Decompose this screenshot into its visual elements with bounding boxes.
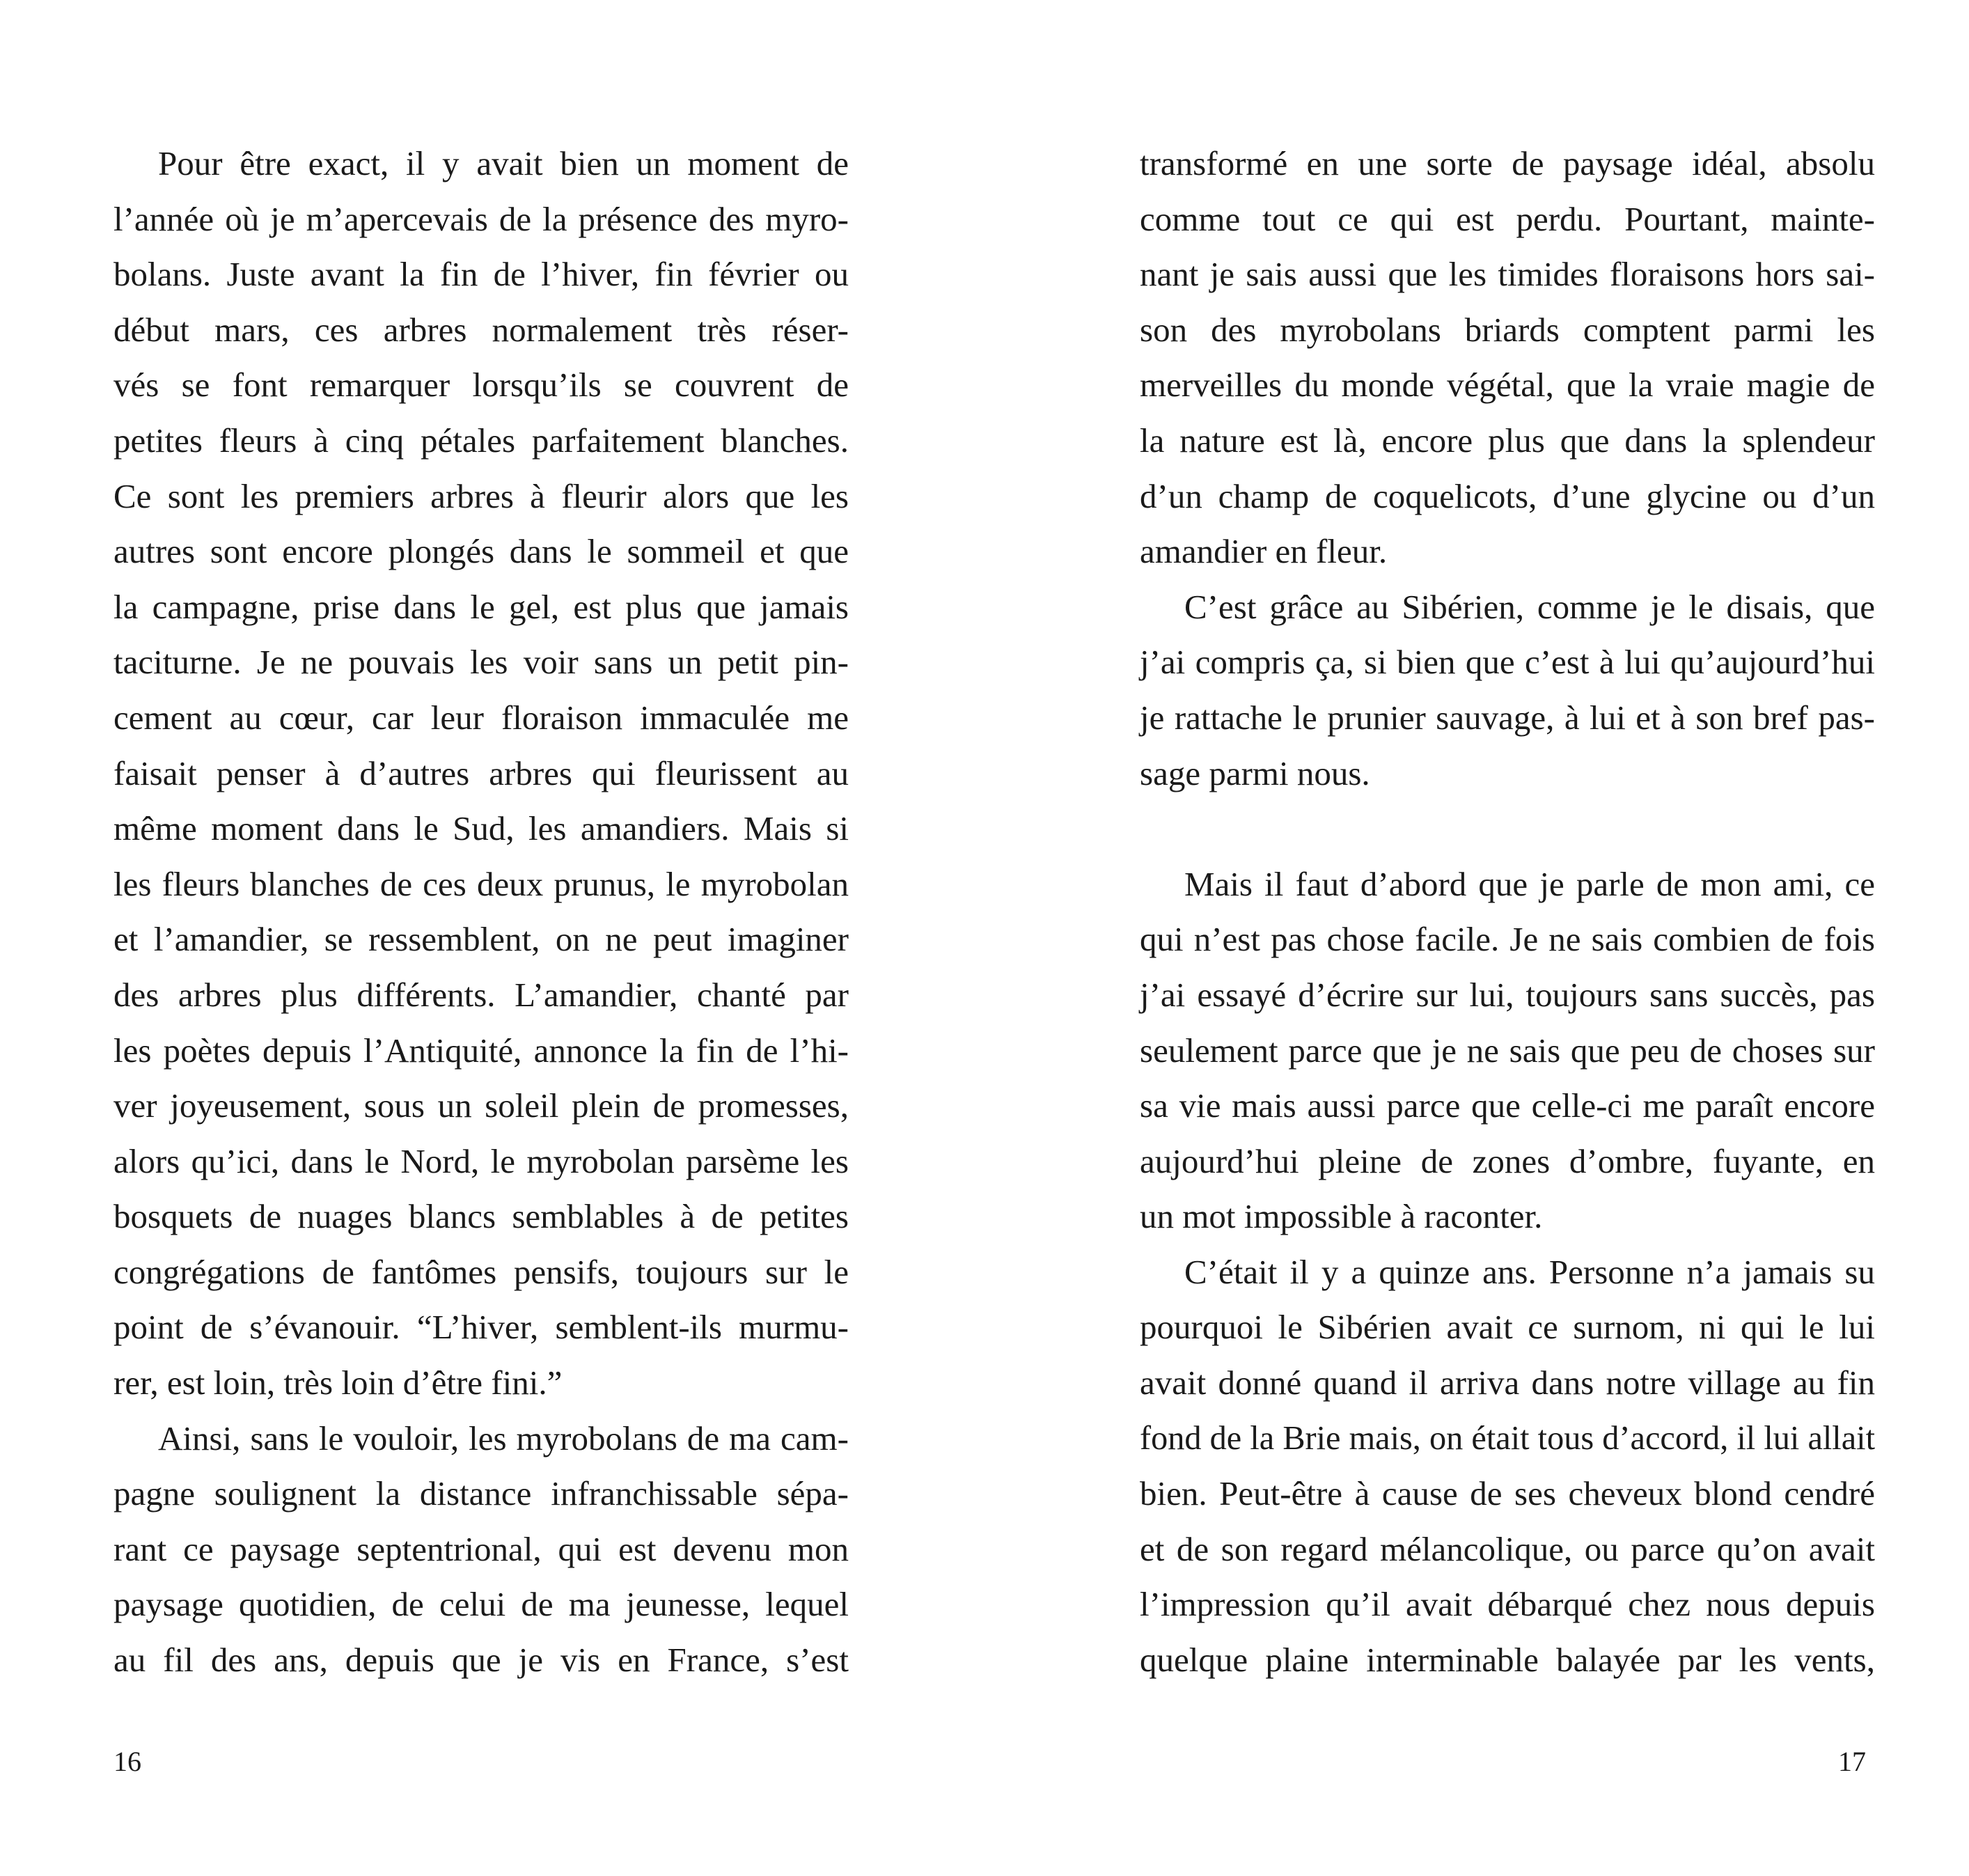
text-line: d’un champ de coquelicots, d’une glycine ou d’un: [1140, 476, 1875, 515]
text-line: pagne soulignent la distance infranchissable sépa-: [113, 1474, 849, 1513]
text-line: sage parmi nous.: [1140, 753, 1370, 792]
text-line: Pour être exact, il y avait bien un moment de: [158, 144, 849, 182]
text-line: aujourd’hui pleine de zones d’ombre, fuyante, en: [1140, 1141, 1875, 1180]
left-page-text: [113, 136, 849, 1688]
text-line: un mot impossible à raconter.: [1140, 1197, 1543, 1236]
text-line: au fil des ans, depuis que je vis en France, s’est: [113, 1641, 849, 1680]
text-line: point de s’évanouir. “L’hiver, semblent-ils murmu-: [113, 1308, 849, 1347]
text-line: la campagne, prise dans le gel, est plus que jamais: [113, 587, 849, 626]
text-line: fond de la Brie mais, on était tous d’accord, il lui allait: [1140, 1419, 1875, 1457]
text-line: bosquets de nuages blancs semblables à de petites: [113, 1197, 849, 1236]
text-line: autres sont encore plongés dans le sommeil et que: [113, 532, 849, 571]
text-line: nant je sais aussi que les timides floraisons hors sai-: [1140, 255, 1875, 294]
text-line: les fleurs blanches de ces deux prunus, le myrobolan: [113, 864, 849, 903]
text-line: seulement parce que je ne sais que peu de choses sur: [1140, 1031, 1875, 1070]
text-line: j’ai compris ça, si bien que c’est à lui qu’aujourd’hui: [1140, 643, 1875, 682]
text-line: Ce sont les premiers arbres à fleurir alors que les: [113, 476, 849, 515]
text-line: qui n’est pas chose facile. Je ne sais combien de fois: [1140, 920, 1875, 959]
page-number-left: 16: [113, 1746, 141, 1777]
page-number-right: 17: [1838, 1746, 1866, 1777]
text-line: bolans. Juste avant la fin de l’hiver, fin février ou: [113, 255, 849, 294]
left-page: [113, 136, 849, 1807]
text-line: et l’amandier, se ressemblent, on ne peut imaginer: [113, 920, 849, 959]
text-line: Mais il faut d’abord que je parle de mon ami, ce: [1184, 864, 1875, 903]
text-line: petites fleurs à cinq pétales parfaitement blanches.: [113, 421, 849, 460]
text-line: faisait penser à d’autres arbres qui fleurissent au: [113, 753, 849, 792]
text-line: pourquoi le Sibérien avait ce surnom, ni qui le lui: [1140, 1308, 1875, 1347]
text-line: je rattache le prunier sauvage, à lui et à son bref pas-: [1140, 698, 1875, 737]
text-line: début mars, ces arbres normalement très réser-: [113, 310, 849, 349]
text-line: l’impression qu’il avait débarqué chez nous depuis: [1140, 1585, 1875, 1624]
text-line: son des myrobolans briards comptent parmi les: [1140, 310, 1875, 349]
text-line: et de son regard mélancolique, ou parce qu’on avait: [1140, 1529, 1875, 1568]
right-page-text: [1140, 136, 1875, 1688]
text-line: paysage quotidien, de celui de ma jeunesse, lequel: [113, 1585, 849, 1624]
text-line: la nature est là, encore plus que dans la splendeur: [1140, 421, 1875, 460]
text-line: les poètes depuis l’Antiquité, annonce la fin de l’hi-: [113, 1031, 849, 1070]
text-line: même moment dans le Sud, les amandiers. Mais si: [113, 809, 849, 848]
text-line: rant ce paysage septentrional, qui est devenu mon: [113, 1529, 849, 1568]
text-line: congrégations de fantômes pensifs, toujours sur le: [113, 1252, 849, 1291]
text-line: vés se font remarquer lorsqu’ils se couvrent de: [113, 366, 849, 405]
text-line: rer, est loin, très loin d’être fini.”: [113, 1363, 563, 1402]
text-line: [1140, 801, 1875, 857]
text-line: merveilles du monde végétal, que la vraie magie de: [1140, 366, 1875, 405]
text-line: quelque plaine interminable balayée par les vents,: [1140, 1641, 1875, 1680]
text-line: j’ai essayé d’écrire sur lui, toujours sans succès, pas: [1140, 975, 1875, 1014]
text-line: l’année où je m’apercevais de la présence des myro-: [113, 199, 849, 238]
text-line: amandier en fleur.: [1140, 532, 1388, 571]
text-line: C’était il y a quinze ans. Personne n’a jamais su: [1184, 1252, 1875, 1291]
text-line: transformé en une sorte de paysage idéal, absolu: [1140, 144, 1875, 182]
text-line: taciturne. Je ne pouvais les voir sans un petit pin-: [113, 643, 849, 682]
text-line: cement au cœur, car leur floraison immaculée me: [113, 698, 849, 737]
text-line: des arbres plus différents. L’amandier, chanté par: [113, 975, 849, 1014]
text-line: ver joyeusement, sous un soleil plein de promesses,: [113, 1086, 849, 1125]
text-line: avait donné quand il arriva dans notre village au fin: [1140, 1363, 1875, 1402]
text-line: comme tout ce qui est perdu. Pourtant, mainte-: [1140, 199, 1875, 238]
text-line: Ainsi, sans le vouloir, les myrobolans de ma cam-: [158, 1418, 849, 1457]
text-line: C’est grâce au Sibérien, comme je le disais, que: [1184, 587, 1875, 626]
text-line: alors qu’ici, dans le Nord, le myrobolan parsème les: [113, 1141, 849, 1180]
right-page: [1140, 136, 1875, 1807]
text-line: bien. Peut-être à cause de ses cheveux blond cendré: [1140, 1474, 1875, 1513]
text-line: sa vie mais aussi parce que celle-ci me paraît encore: [1140, 1086, 1875, 1125]
